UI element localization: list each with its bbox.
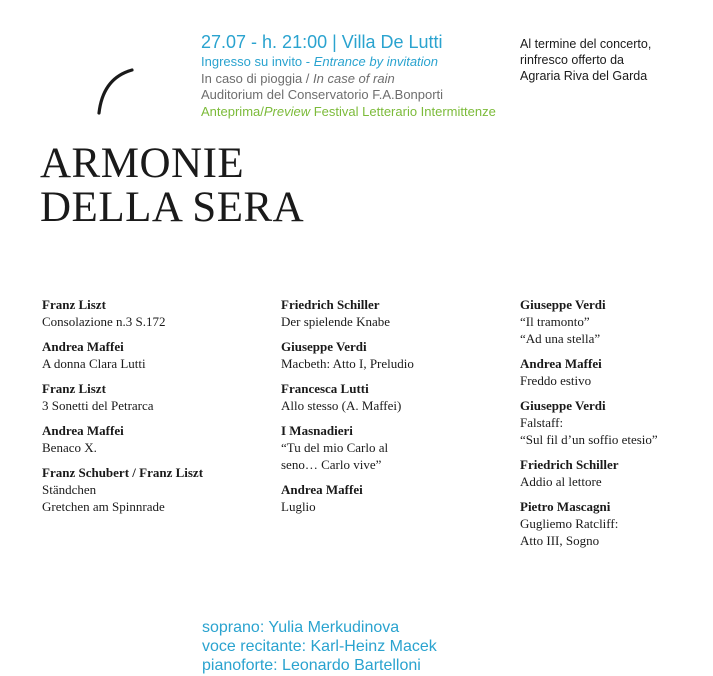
composer-name: Giuseppe Verdi bbox=[520, 297, 606, 312]
refreshment-line: Agraria Riva del Garda bbox=[520, 69, 648, 83]
refreshment-line: Al termine del concerto, bbox=[520, 37, 652, 51]
composer-name: Franz Schubert / Franz Liszt bbox=[42, 465, 204, 480]
work-title: Gretchen am Spinnrade bbox=[42, 499, 165, 514]
work-title: Ständchen bbox=[42, 482, 97, 497]
title-line-2: DELLA SERA bbox=[40, 184, 305, 231]
alternate-venue: Auditorium del Conservatorio F.A.Bonporti bbox=[201, 87, 444, 102]
program-entry bbox=[281, 481, 511, 515]
performer-credits bbox=[202, 618, 437, 675]
composer-name: Franz Liszt bbox=[42, 297, 106, 312]
composer-name: Francesca Lutti bbox=[281, 381, 369, 396]
composer-name: Franz Liszt bbox=[42, 381, 106, 396]
work-title: A donna Clara Lutti bbox=[42, 356, 146, 371]
composer-name: Giuseppe Verdi bbox=[520, 398, 606, 413]
program-entry bbox=[281, 380, 511, 414]
rain-en: In case of rain bbox=[313, 70, 395, 86]
decorative-arc-icon bbox=[95, 66, 135, 116]
preview-en: Preview bbox=[263, 103, 311, 119]
work-title: Atto III, Sogno bbox=[520, 533, 600, 548]
program-entry bbox=[520, 456, 713, 490]
composer-name: I Masnadieri bbox=[281, 423, 353, 438]
work-title: Consolazione n.3 S.172 bbox=[42, 314, 166, 329]
composer-name: Giuseppe Verdi bbox=[281, 339, 367, 354]
work-title: 3 Sonetti del Petrarca bbox=[42, 398, 154, 413]
preview-it: Anteprima/ bbox=[201, 103, 264, 119]
program-entry bbox=[42, 380, 272, 414]
composer-name: Andrea Maffei bbox=[281, 482, 363, 497]
program-entry bbox=[281, 338, 511, 372]
program-column-2 bbox=[281, 296, 511, 523]
program-entry bbox=[520, 498, 713, 549]
program-entry bbox=[281, 422, 511, 473]
work-title: Der spielende Knabe bbox=[281, 314, 391, 329]
work-title: Falstaff: bbox=[520, 415, 564, 430]
work-title: Allo stesso (A. Maffei) bbox=[281, 398, 402, 413]
credit-piano: pianoforte: Leonardo Bartelloni bbox=[202, 657, 421, 674]
work-title: “Sul fil d’un soffio etesio” bbox=[520, 432, 658, 447]
title-line-1: ARMONIE bbox=[40, 140, 245, 187]
invite-it: Ingresso su invito - bbox=[201, 54, 314, 69]
work-title: Freddo estivo bbox=[520, 373, 592, 388]
rain-line bbox=[201, 71, 496, 88]
refreshment-note bbox=[520, 36, 651, 84]
work-title: “Ad una stella” bbox=[520, 331, 601, 346]
refreshment-line: rinfresco offerto da bbox=[520, 53, 624, 67]
program-entry bbox=[42, 464, 272, 515]
work-title: Benaco X. bbox=[42, 440, 97, 455]
preview-line bbox=[201, 104, 496, 121]
credit-narrator: voce recitante: Karl-Heinz Macek bbox=[202, 638, 437, 655]
program-entry bbox=[520, 397, 713, 448]
work-title: Macbeth: Atto I, Preludio bbox=[281, 356, 414, 371]
program-entry bbox=[520, 355, 713, 389]
work-title: Addio al lettore bbox=[520, 474, 602, 489]
composer-name: Andrea Maffei bbox=[520, 356, 602, 371]
composer-name: Friedrich Schiller bbox=[520, 457, 619, 472]
composer-name: Andrea Maffei bbox=[42, 339, 124, 354]
program-column-1 bbox=[42, 296, 272, 523]
preview-rest: Festival Letterario Intermittenze bbox=[310, 103, 496, 119]
composer-name: Pietro Mascagni bbox=[520, 499, 611, 514]
program-entry bbox=[42, 338, 272, 372]
program-entry bbox=[42, 296, 272, 330]
program-entry bbox=[42, 422, 272, 456]
invite-en: Entrance by invitation bbox=[313, 54, 439, 69]
work-title: “Tu del mio Carlo al bbox=[281, 440, 389, 455]
work-title: Gugliemo Ratcliff: bbox=[520, 516, 619, 531]
work-title: Luglio bbox=[281, 499, 316, 514]
rain-it: In caso di pioggia / bbox=[201, 70, 314, 86]
work-title: seno… Carlo vive” bbox=[281, 457, 382, 472]
program-entry bbox=[520, 296, 713, 347]
composer-name: Friedrich Schiller bbox=[281, 297, 380, 312]
program-entry bbox=[281, 296, 511, 330]
program-column-3 bbox=[520, 296, 713, 557]
event-info bbox=[201, 31, 496, 120]
event-date-time: 27.07 - h. 21:00 | Villa De Lutti bbox=[201, 32, 443, 52]
composer-name: Andrea Maffei bbox=[42, 423, 124, 438]
invite-line bbox=[201, 54, 496, 71]
page-title bbox=[40, 142, 304, 230]
credit-soprano: soprano: Yulia Merkudinova bbox=[202, 619, 400, 636]
work-title: “Il tramonto” bbox=[520, 314, 590, 329]
